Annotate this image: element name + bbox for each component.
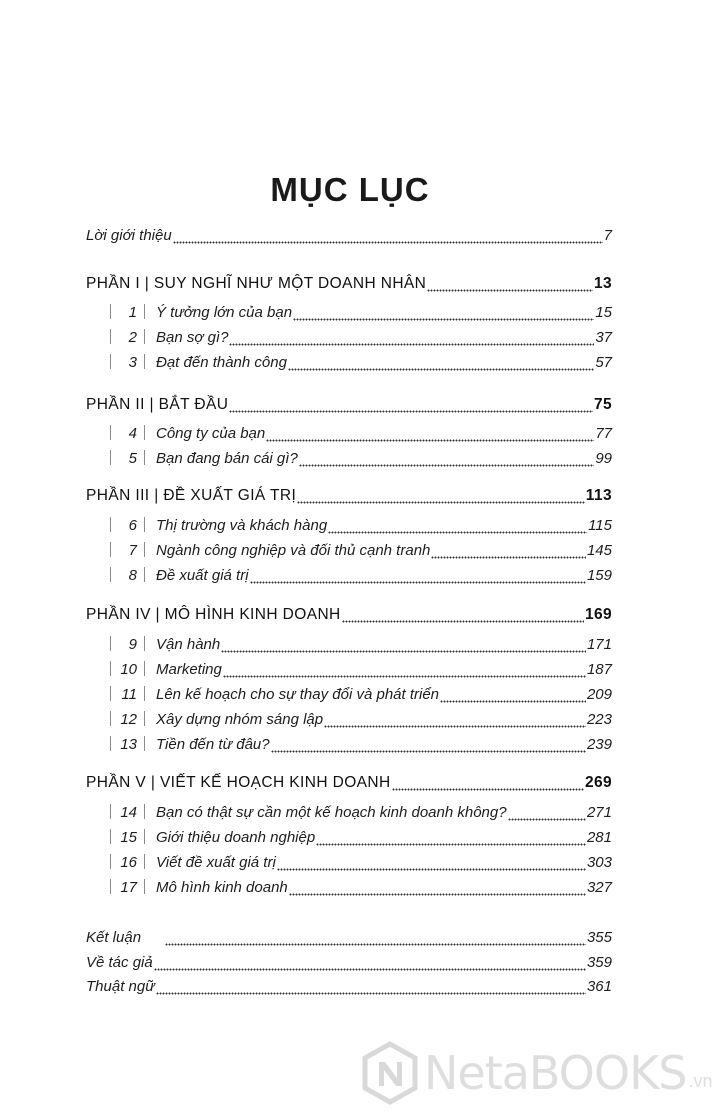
chapter-number: 17 [110, 876, 156, 900]
entry-label: Lời giới thiệu [86, 227, 172, 244]
dot-leader [431, 539, 586, 563]
chapter-number: 5 [110, 447, 156, 471]
toc-chapter-12[interactable] [110, 708, 612, 732]
chapter-number: 4 [110, 422, 156, 446]
netabooks-logo-icon [362, 1042, 418, 1104]
toc-part-2[interactable] [86, 393, 612, 417]
dot-leader [299, 447, 595, 471]
part-page-number: 13 [593, 275, 612, 292]
chapter-label: Thị trường và khách hàng [156, 517, 328, 534]
chapter-page-number: 115 [588, 517, 612, 534]
toc-chapter-8[interactable] [110, 564, 612, 588]
chapter-label: Viết đề xuất giá trị [156, 854, 276, 871]
chapter-number: 6 [110, 514, 156, 538]
dot-leader [293, 301, 594, 325]
chapter-number: 9 [110, 633, 156, 657]
toc-part-4[interactable] [86, 603, 612, 627]
dot-leader [328, 514, 587, 538]
chapter-page-number: 239 [586, 736, 612, 753]
entry-page-number: 359 [586, 954, 612, 971]
entry-page-number: 7 [603, 227, 612, 244]
entry-label: Về tác giả [86, 954, 153, 971]
page-title: MỤC LỤC [270, 171, 430, 209]
dot-leader [266, 422, 594, 446]
part-page-number: 75 [593, 396, 612, 413]
dot-leader [221, 633, 586, 657]
toc-chapter-3[interactable] [110, 351, 612, 375]
entry-label: Thuật ngữ [86, 978, 155, 995]
entry-label: Kết luận [86, 929, 142, 946]
chapter-number: 16 [110, 851, 156, 875]
chapter-page-number: 99 [595, 450, 612, 467]
chapter-label: Đạt đến thành công [156, 354, 287, 371]
chapter-label: Marketing [156, 661, 222, 678]
chapter-page-number: 271 [586, 804, 612, 821]
chapter-page-number: 281 [586, 829, 612, 846]
toc-chapter-5[interactable] [110, 447, 612, 471]
part-page-number: 169 [584, 606, 612, 623]
toc-chapter-16[interactable] [110, 851, 612, 875]
dot-leader [427, 272, 593, 296]
chapter-page-number: 145 [586, 542, 612, 559]
toc-entry-intro[interactable] [86, 224, 612, 248]
chapter-page-number: 223 [586, 711, 612, 728]
chapter-page-number: 159 [586, 567, 612, 584]
chapter-page-number: 77 [595, 425, 612, 442]
toc-chapter-6[interactable] [110, 514, 612, 538]
dot-leader [250, 564, 586, 588]
chapter-number: 14 [110, 801, 156, 825]
entry-page-number: 361 [586, 978, 612, 995]
toc-chapter-9[interactable] [110, 633, 612, 657]
chapter-label: Đề xuất giá trị [156, 567, 249, 584]
chapter-number: 15 [110, 826, 156, 850]
toc-chapter-1[interactable] [110, 301, 612, 325]
dot-leader [223, 658, 586, 682]
toc-chapter-15[interactable] [110, 826, 612, 850]
toc-chapter-13[interactable] [110, 733, 612, 757]
dot-leader [392, 771, 584, 795]
chapter-label: Lên kế hoạch cho sự thay đổi và phát triển [156, 686, 440, 703]
toc-chapter-14[interactable] [110, 801, 612, 825]
chapter-page-number: 37 [595, 329, 612, 346]
dot-leader [316, 826, 586, 850]
part-label: PHẦN II | BẮT ĐẦU [86, 396, 229, 413]
chapter-number: 8 [110, 564, 156, 588]
chapter-label: Bạn đang bán cái gì? [156, 450, 298, 467]
dot-leader [156, 975, 586, 999]
toc-chapter-17[interactable] [110, 876, 612, 900]
chapter-page-number: 303 [586, 854, 612, 871]
part-label: PHẦN III | ĐỀ XUẤT GIÁ TRỊ [86, 487, 297, 504]
chapter-number: 11 [110, 683, 156, 707]
dot-leader [229, 393, 593, 417]
part-page-number: 113 [585, 487, 612, 504]
chapter-number: 13 [110, 733, 156, 757]
chapter-page-number: 15 [595, 304, 612, 321]
dot-leader [165, 926, 586, 950]
part-page-number: 269 [584, 774, 612, 791]
chapter-label: Ngành công nghiệp và đối thủ cạnh tranh [156, 542, 431, 559]
chapter-page-number: 57 [595, 354, 612, 371]
toc-entry-about-author[interactable] [86, 951, 612, 975]
toc-chapter-7[interactable] [110, 539, 612, 563]
chapter-page-number: 171 [586, 636, 612, 653]
chapter-number: 2 [110, 326, 156, 350]
dot-leader [342, 603, 584, 627]
watermark-text: NetaBOOKS [424, 1046, 687, 1100]
chapter-label: Bạn có thật sự cần một kế hoạch kinh doanh không? [156, 804, 507, 821]
toc-part-5[interactable] [86, 771, 612, 795]
toc-part-1[interactable] [86, 272, 612, 296]
chapter-page-number: 187 [586, 661, 612, 678]
dot-leader [277, 851, 586, 875]
chapter-label: Công ty của bạn [156, 425, 266, 442]
chapter-label: Tiền đến từ đâu? [156, 736, 270, 753]
entry-page-number: 355 [586, 929, 612, 946]
dot-leader [324, 708, 586, 732]
chapter-page-number: 209 [586, 686, 612, 703]
watermark-domain: .vn [688, 1071, 712, 1091]
chapter-page-number: 327 [586, 879, 612, 896]
chapter-number: 3 [110, 351, 156, 375]
chapter-label: Ý tưởng lớn của bạn [156, 304, 293, 321]
toc-entry-conclusion[interactable] [86, 926, 612, 950]
toc-chapter-11[interactable] [110, 683, 612, 707]
dot-leader [297, 484, 585, 508]
dot-leader [289, 876, 586, 900]
chapter-label: Vận hành [156, 636, 221, 653]
dot-leader [508, 801, 586, 825]
toc-part-3[interactable] [86, 484, 612, 508]
dot-leader [288, 351, 594, 375]
part-label: PHẦN IV | MÔ HÌNH KINH DOANH [86, 606, 341, 623]
part-label: PHẦN I | SUY NGHĨ NHƯ MỘT DOANH NHÂN [86, 275, 427, 292]
dot-leader [154, 951, 586, 975]
dot-leader [229, 326, 594, 350]
toc-chapter-4[interactable] [110, 422, 612, 446]
dot-leader [440, 683, 586, 707]
dot-leader [173, 224, 603, 248]
chapter-label: Xây dựng nhóm sáng lập [156, 711, 324, 728]
chapter-number: 7 [110, 539, 156, 563]
toc-chapter-10[interactable] [110, 658, 612, 682]
toc-entry-glossary[interactable] [86, 975, 612, 999]
chapter-number: 12 [110, 708, 156, 732]
watermark [362, 1040, 712, 1106]
dot-leader [271, 733, 586, 757]
toc-chapter-2[interactable] [110, 326, 612, 350]
chapter-label: Mô hình kinh doanh [156, 879, 288, 896]
chapter-number: 10 [110, 658, 156, 682]
chapter-label: Bạn sợ gì? [156, 329, 229, 346]
chapter-number: 1 [110, 301, 156, 325]
chapter-label: Giới thiệu doanh nghiệp [156, 829, 316, 846]
part-label: PHẦN V | VIẾT KẾ HOẠCH KINH DOANH [86, 774, 391, 791]
